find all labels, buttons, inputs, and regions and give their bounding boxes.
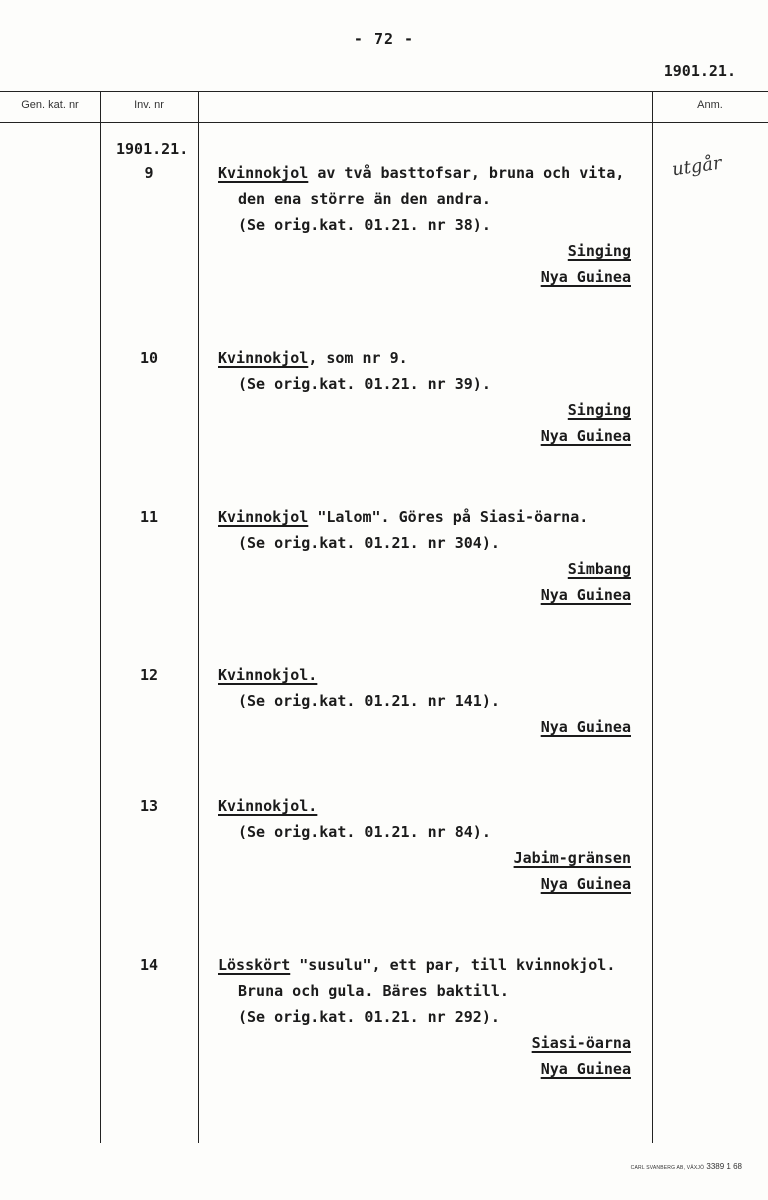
location-label: Nya Guinea — [540, 268, 631, 286]
catalog-header: 1901.21. — [663, 62, 736, 80]
description-line — [218, 164, 624, 182]
description-line: (Se orig.kat. 01.21. nr 39). — [238, 375, 491, 393]
location-label: Singing — [567, 401, 631, 419]
column-divider-1 — [100, 91, 101, 1143]
printer-code: 3389 1 68 — [706, 1162, 742, 1171]
location-label: Siasi-öarna — [531, 1034, 631, 1052]
description-text: , som nr 9. — [308, 349, 408, 367]
location-label: Nya Guinea — [540, 586, 631, 604]
description-line: Bruna och gula. Bäres baktill. — [238, 982, 509, 1000]
location-label: Simbang — [567, 560, 631, 578]
description-line — [218, 797, 317, 815]
column-header-gen-kat-nr: Gen. kat. nr — [21, 99, 79, 111]
description-text: "Lalom". Göres på Siasi-öarna. — [308, 508, 589, 526]
column-divider-2 — [198, 91, 199, 1143]
inventory-number: 14 — [139, 956, 159, 974]
object-title: Kvinnokjol — [218, 164, 309, 182]
column-header-inv-nr: Inv. nr — [134, 99, 164, 111]
description-line — [218, 956, 615, 974]
description-line: (Se orig.kat. 01.21. nr 84). — [238, 823, 491, 841]
column-header-anm: Anm. — [697, 99, 723, 111]
description-text: av två basttofsar, bruna och vita, — [308, 164, 625, 182]
handwritten-annotation: utgår — [670, 152, 723, 181]
inventory-number: 12 — [139, 666, 159, 684]
object-title: Kvinnokjol — [218, 508, 309, 526]
printer-mark — [631, 1162, 742, 1171]
inventory-start-label: 1901.21. — [116, 140, 189, 158]
location-label: Jabim-gränsen — [513, 849, 631, 867]
description-line — [218, 666, 317, 684]
object-title: Kvinnokjol. — [218, 666, 318, 684]
location-label: Nya Guinea — [540, 427, 631, 445]
location-label: Nya Guinea — [540, 875, 631, 893]
column-divider-3 — [652, 91, 653, 1143]
object-title: Kvinnokjol — [218, 349, 309, 367]
location-label: Nya Guinea — [540, 718, 631, 736]
inventory-number: 9 — [144, 164, 154, 182]
location-label: Singing — [567, 242, 631, 260]
inventory-number: 10 — [139, 349, 159, 367]
inventory-number: 13 — [139, 797, 159, 815]
description-line: den ena större än den andra. — [238, 190, 491, 208]
printer-company: CARL SVANBERG AB, VÄXJÖ — [630, 1165, 705, 1171]
description-line: (Se orig.kat. 01.21. nr 292). — [238, 1008, 500, 1026]
description-text: "susulu", ett par, till kvinnokjol. — [290, 956, 616, 974]
page-number: - 72 - — [353, 30, 415, 48]
description-line: (Se orig.kat. 01.21. nr 141). — [238, 692, 500, 710]
object-title: Lösskört — [218, 956, 291, 974]
object-title: Kvinnokjol. — [218, 797, 318, 815]
description-line — [218, 349, 408, 367]
description-line: (Se orig.kat. 01.21. nr 38). — [238, 216, 491, 234]
description-line: (Se orig.kat. 01.21. nr 304). — [238, 534, 500, 552]
inventory-number: 11 — [139, 508, 159, 526]
location-label: Nya Guinea — [540, 1060, 631, 1078]
description-line — [218, 508, 588, 526]
